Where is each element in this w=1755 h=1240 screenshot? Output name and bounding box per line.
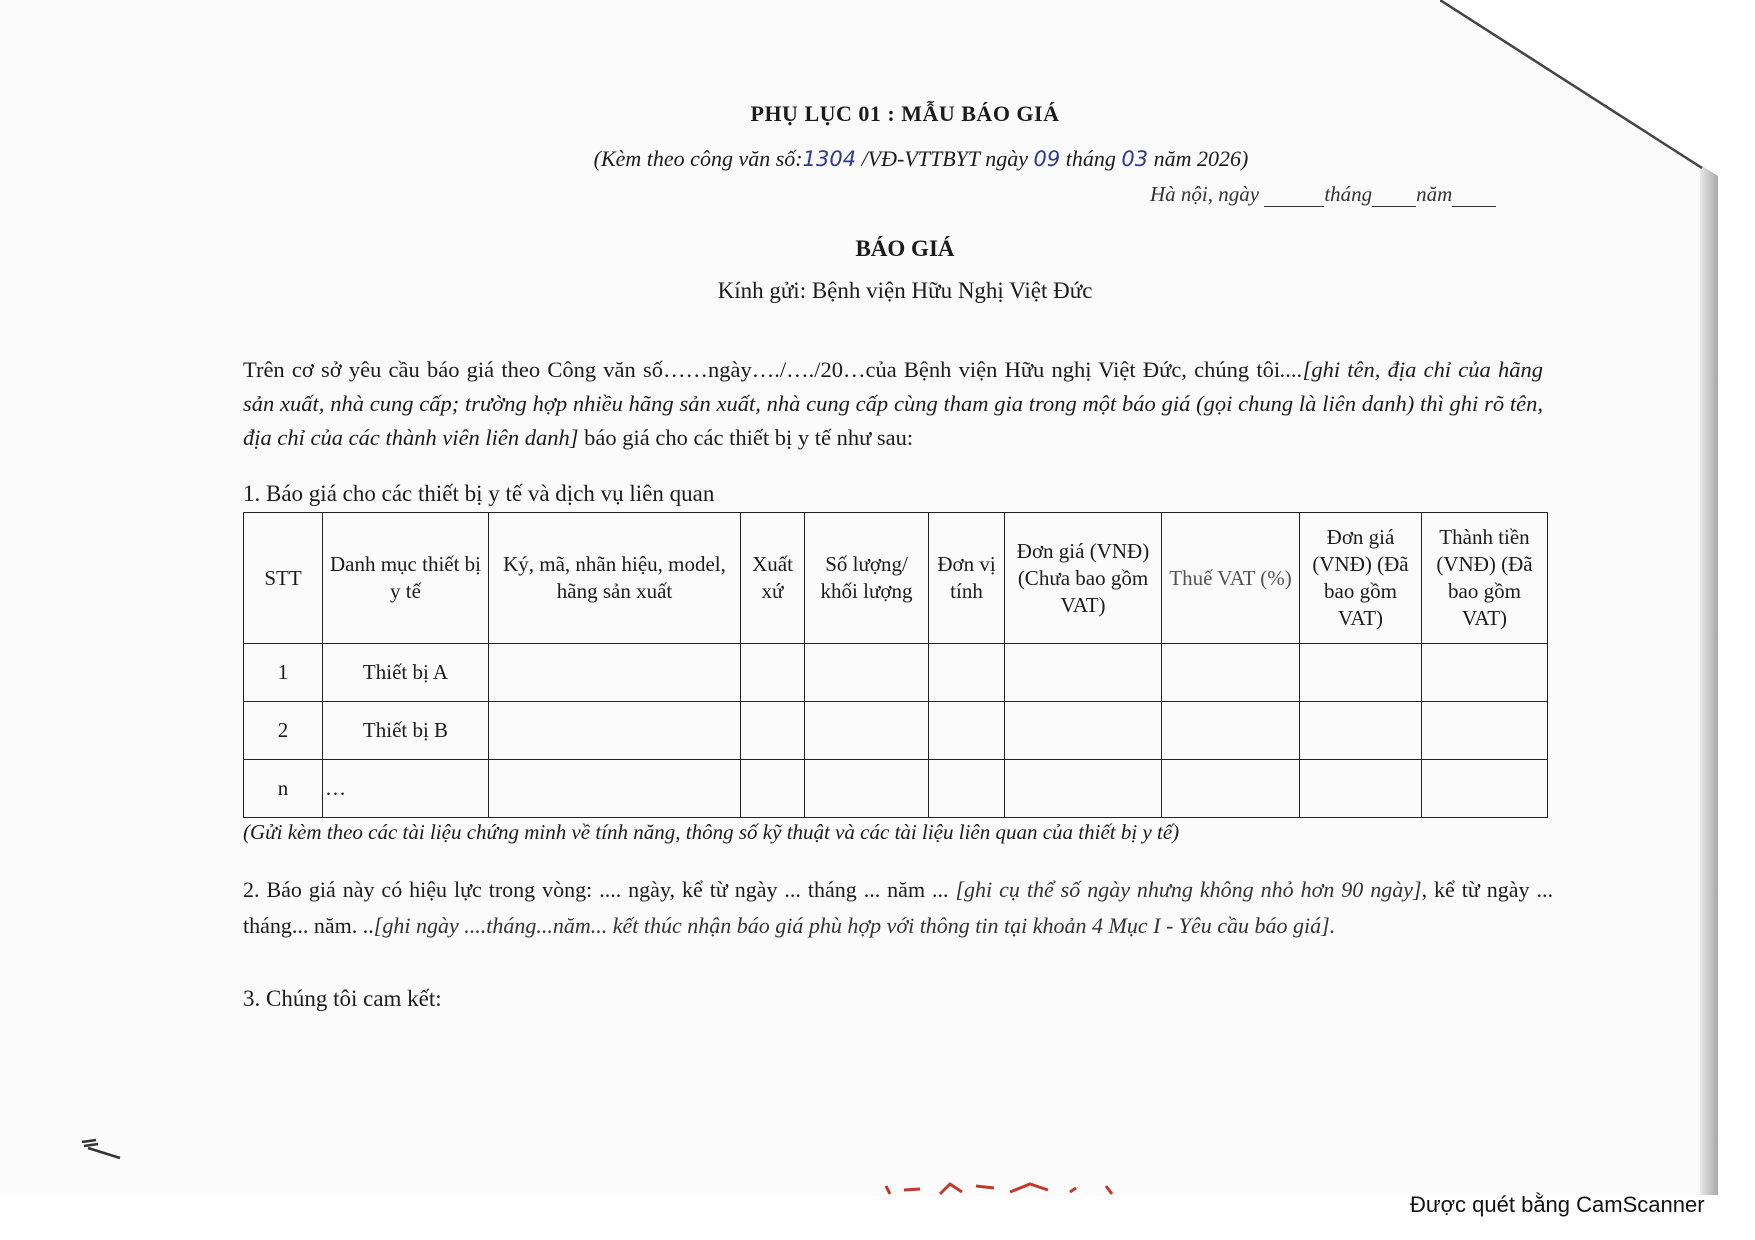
row-stt: 1 (244, 644, 323, 702)
header-origin: Xuất xứ (741, 513, 805, 644)
row-stt: 2 (244, 702, 323, 760)
quote-heading: BÁO GIÁ (855, 236, 955, 261)
validity-instruction: [ghi cụ thể số ngày nhưng không nhỏ hơn 90 ngày] (955, 877, 1422, 902)
handwritten-month: 03 (1121, 147, 1149, 171)
section-3-commitment: 3. Chúng tôi cam kết: (243, 986, 442, 1011)
validity-text: 2. Báo giá này có hiệu lực trong vòng: .... ngày, kể từ ngày ... tháng ... năm ... (243, 877, 956, 902)
section-2-validity (243, 872, 1553, 944)
reference-month-label: tháng (1065, 146, 1116, 171)
page-title: PHỤ LỤC 01 : MẪU BÁO GIÁ (750, 101, 1060, 126)
table-row (244, 760, 1548, 818)
header-model: Ký, mã, nhãn hiệu, model, hãng sản xuất (489, 513, 741, 644)
pen-mark-icon (80, 1134, 122, 1160)
header-price-incl-vat: Đơn giá (VNĐ) (Đã bao gồm VAT) (1300, 513, 1422, 644)
scanner-watermark: Được quét bằng CamScanner (1410, 1192, 1705, 1217)
section-1-heading: 1. Báo giá cho các thiết bị y tế và dịch vụ liên quan (243, 481, 715, 506)
quote-table (243, 512, 1548, 818)
intro-ending: báo giá cho các thiết bị y tế như sau: (578, 425, 914, 450)
date-year-label: năm (1416, 182, 1453, 206)
date-month-label: tháng (1324, 182, 1373, 206)
table-header-row (244, 513, 1548, 644)
header-price-excl-vat: Đơn giá (VNĐ) (Chưa bao gồm VAT) (1005, 513, 1162, 644)
intro-instruction: ....[ghi tên, địa chỉ của hãng sản xuất, nhà cung cấp; trường hợp nhiều hãng sản xuất, nhà cung cấp cùng tham gia trong một báo giá (gọi chung là liên danh) thì ghi rõ tên, địa chỉ của các thành viên liên danh] (243, 357, 1543, 450)
table-row (244, 644, 1548, 702)
reference-prefix: (Kèm theo công văn số: (593, 146, 803, 171)
document-reference (0, 146, 1755, 172)
row-item: Thiết bị A (323, 644, 489, 702)
header-quantity: Số lượng/ khối lượng (805, 513, 929, 644)
date-line (1150, 182, 1496, 207)
header-total: Thành tiền (VNĐ) (Đã bao gồm VAT) (1422, 513, 1548, 644)
validity-text-2: , kể từ ngày ... tháng... năm. .. (243, 877, 1553, 938)
row-item: … (323, 760, 489, 818)
header-stt: STT (244, 513, 323, 644)
date-day-blank (1264, 188, 1324, 207)
date-year-blank (1452, 188, 1496, 207)
header-item: Danh mục thiết bị y tế (323, 513, 489, 644)
intro-text: Trên cơ sở yêu cầu báo giá theo Công văn số……ngày…./…./20…của Bệnh viện Hữu nghị Việt Đức, chúng tôi (243, 357, 1281, 382)
header-unit: Đơn vị tính (929, 513, 1005, 644)
table-row (244, 702, 1548, 760)
reference-mid: /VĐ-VTTBYT ngày (861, 146, 1029, 171)
header-vat: Thuế VAT (%) (1162, 513, 1300, 644)
date-place: Hà nội, ngày (1150, 182, 1260, 206)
reference-suffix: năm 2026) (1153, 146, 1249, 171)
validity-instruction-2: [ghi ngày ....tháng...năm... kết thúc nhận báo giá phù hợp với thông tin tại khoản 4 Mục I - Yêu cầu báo giá]. (373, 913, 1336, 938)
red-ink-fragment (880, 1180, 1140, 1196)
recipient-line: Kính gửi: Bệnh viện Hữu Nghị Việt Đức (717, 278, 1093, 303)
attachment-note: (Gửi kèm theo các tài liệu chứng minh về tính năng, thông số kỹ thuật và các tài liệu liên quan của thiết bị y tế) (243, 820, 1180, 844)
date-month-blank (1372, 188, 1416, 207)
row-stt: n (244, 760, 323, 818)
handwritten-doc-number: 1304 (802, 147, 857, 171)
intro-paragraph (243, 353, 1543, 455)
row-item: Thiết bị B (323, 702, 489, 760)
handwritten-day: 09 (1033, 147, 1061, 171)
